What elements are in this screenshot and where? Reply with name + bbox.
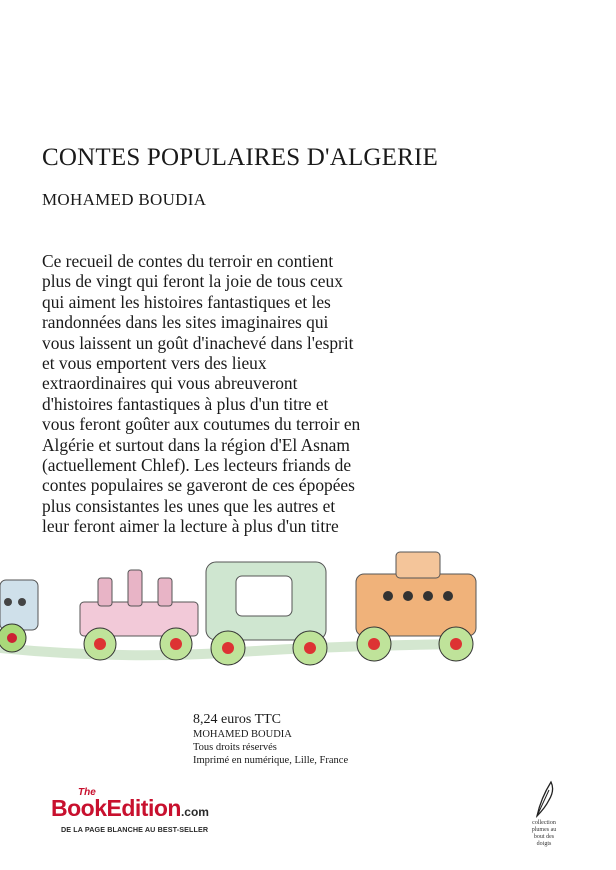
blurb-line: leur feront aimer la lecture à plus d'un titre: [42, 516, 339, 537]
toy-train-illustration: [0, 540, 510, 680]
logo-suffix: .com: [180, 805, 209, 819]
blurb-line: randonnées dans les sites imaginaires qui: [42, 312, 329, 333]
collection-line: bout des: [533, 834, 555, 840]
collection-badge: [518, 778, 570, 848]
blurb-line: contes populaires se gaveront de ces épopées: [42, 475, 355, 496]
price: 8,24 euros TTC: [193, 712, 282, 727]
logo-the: The: [78, 787, 96, 798]
imprint-author: MOHAMED BOUDIA: [193, 729, 292, 740]
book-author: MOHAMED BOUDIA: [42, 190, 207, 209]
blurb-line: qui aiment les histoires fantastiques et les: [42, 291, 331, 312]
collection-line: doigts: [536, 841, 552, 847]
blurb-line: plus de vingt qui feront la joie de tous ceux: [42, 271, 343, 292]
logo-brand: [51, 795, 209, 822]
collection-text: [518, 820, 570, 848]
blurb-line: (actuellement Chlef). Les lecteurs friands de: [42, 455, 352, 476]
feather-icon: [531, 778, 557, 818]
logo-brand-name: BookEdition: [51, 795, 181, 821]
blurb-line: Algérie et surtout dans la région d'El Asnam: [42, 434, 350, 455]
blurb-line: vous laissent un goût d'inachevé dans l'esprit: [42, 332, 354, 353]
collection-line: plumes au: [531, 827, 557, 833]
print-location: Imprimé en numérique, Lille, France: [193, 755, 349, 766]
blurb-line: Ce recueil de contes du terroir en contient: [42, 251, 334, 271]
rights-notice: Tous droits réservés: [193, 742, 277, 753]
blurb-line: et vous emportent vers des lieux: [42, 353, 267, 374]
collection-line: collection: [532, 820, 556, 826]
book-title: CONTES POPULAIRES D'ALGERIE: [42, 144, 439, 171]
book-blurb: [42, 251, 472, 537]
bookedition-logo: [48, 787, 248, 847]
blurb-line: plus consistantes les unes que les autres et: [42, 495, 336, 516]
blurb-line: vous feront goûter aux coutumes du terroir en: [42, 414, 361, 435]
imprint-block: [193, 712, 348, 767]
logo-tagline: DE LA PAGE BLANCHE AU BEST-SELLER: [61, 825, 209, 834]
blurb-line: extraordinaires qui vous abreuveront: [42, 373, 298, 394]
blurb-line: d'histoires fantastiques à plus d'un titre et: [42, 393, 329, 414]
